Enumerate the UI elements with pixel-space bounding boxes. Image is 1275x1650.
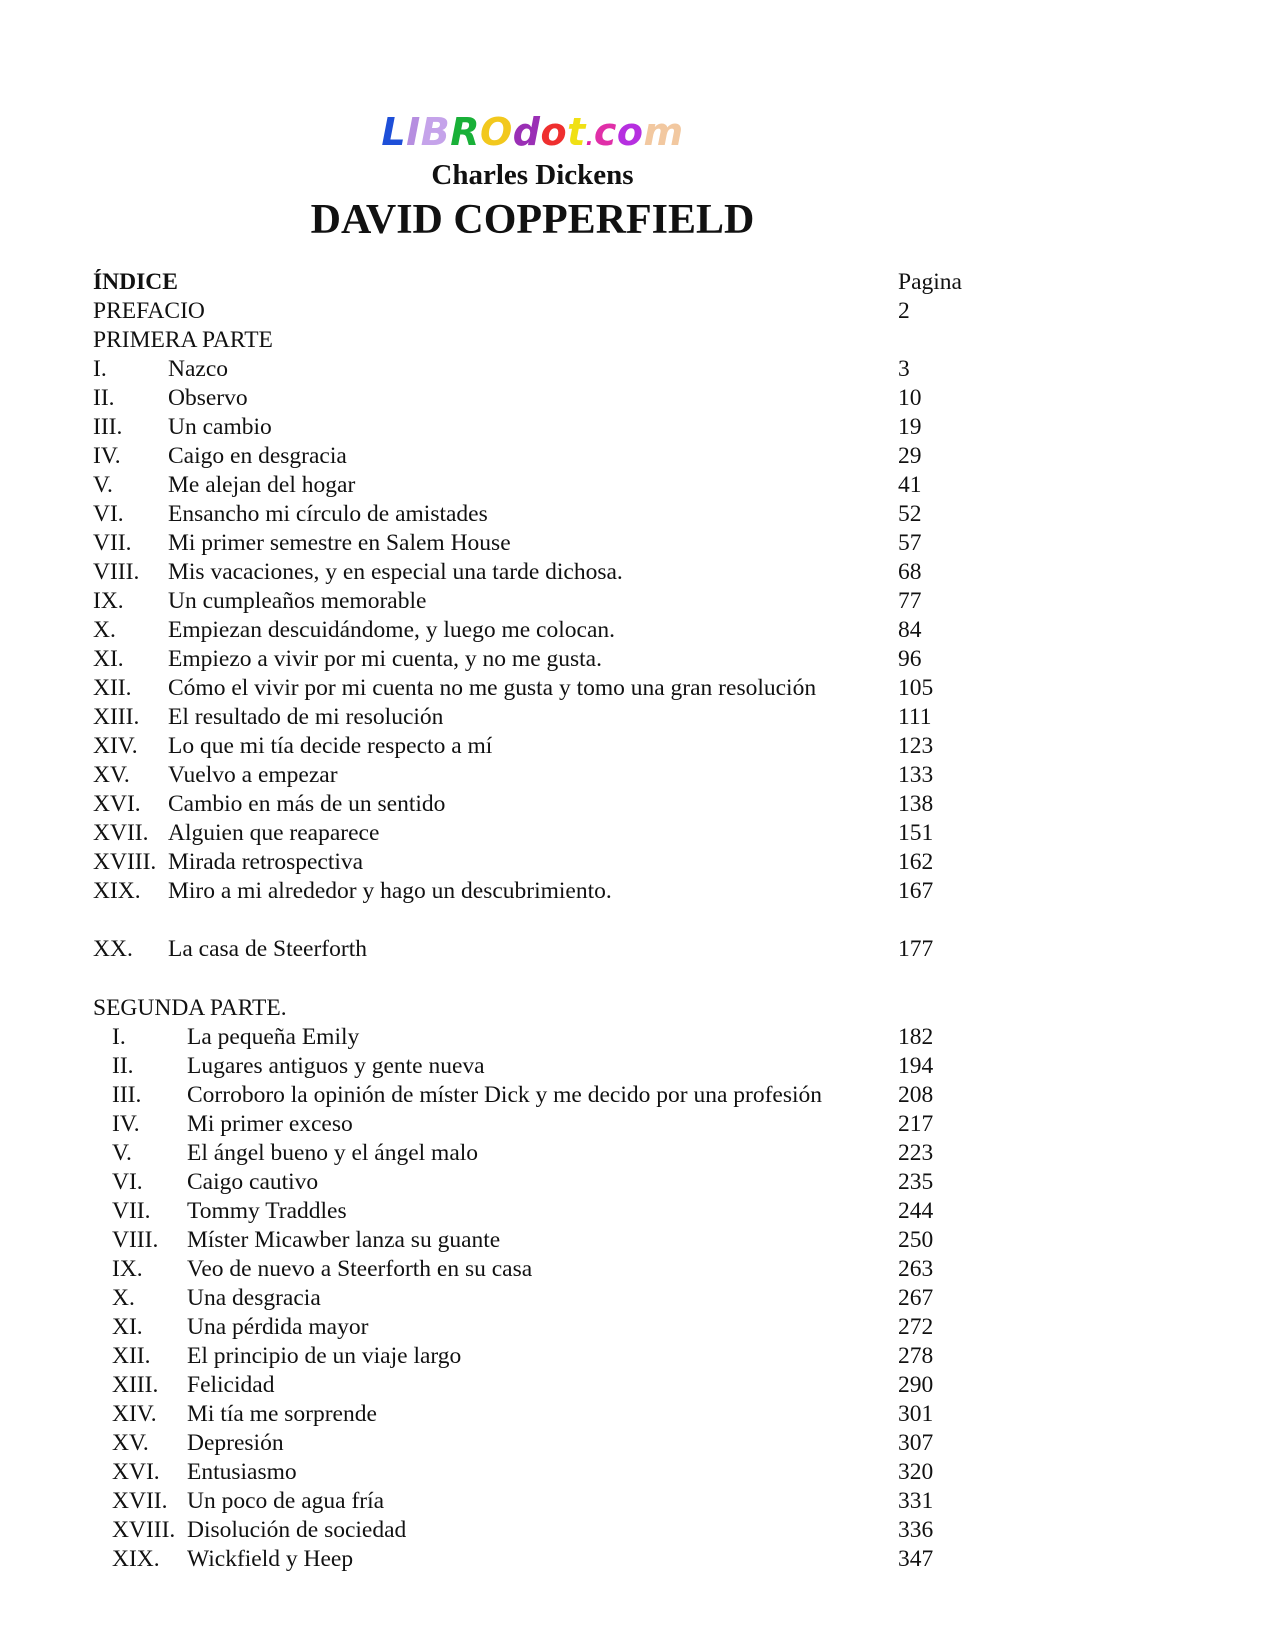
chapter-title: Corroboro la opinión de míster Dick y me decido por una profesión xyxy=(187,1082,823,1108)
chapter-page: 10 xyxy=(898,385,922,411)
chapter-number: XIX. xyxy=(112,1546,160,1572)
book-title: DAVID COPPERFIELD xyxy=(310,197,755,243)
chapter-row xyxy=(0,848,1275,877)
chapter-number: II. xyxy=(112,1053,134,1079)
chapter-page: 272 xyxy=(898,1314,934,1340)
chapter-number: IX. xyxy=(93,588,124,614)
chapter-title: Me alejan del hogar xyxy=(168,472,356,498)
chapter-title: Cambio en más de un sentido xyxy=(168,791,446,817)
logo-letter: R xyxy=(450,110,480,154)
chapter-row xyxy=(0,1516,1275,1545)
index-heading: ÍNDICE xyxy=(93,269,178,295)
chapter-title: La pequeña Emily xyxy=(187,1024,360,1050)
chapter-row xyxy=(0,558,1275,587)
logo-letter: o xyxy=(540,110,568,154)
chapter-row xyxy=(0,529,1275,558)
chapter-row xyxy=(0,1458,1275,1487)
logo-letter: t xyxy=(567,110,586,154)
chapter-number: XV. xyxy=(93,762,130,788)
logo-letter: L xyxy=(381,110,407,154)
chapter-row xyxy=(0,1487,1275,1516)
chapter-number: IV. xyxy=(93,443,121,469)
chapter-page: 151 xyxy=(898,820,934,846)
chapter-page: 167 xyxy=(898,878,934,904)
chapter-row xyxy=(0,442,1275,471)
chapter-title: El resultado de mi resolución xyxy=(168,704,444,730)
chapter-page: 347 xyxy=(898,1546,934,1572)
chapter-row xyxy=(0,1197,1275,1226)
chapter-page: 336 xyxy=(898,1517,934,1543)
chapter-title: Una desgracia xyxy=(187,1285,321,1311)
chapter-page: 194 xyxy=(898,1053,934,1079)
chapter-page: 223 xyxy=(898,1140,934,1166)
chapter-row xyxy=(0,1255,1275,1284)
librodot-logo xyxy=(0,108,1065,162)
chapter-title: Veo de nuevo a Steerforth en su casa xyxy=(187,1256,533,1282)
chapter-number: III. xyxy=(93,414,123,440)
chapter-row xyxy=(0,790,1275,819)
chapter-number: XI. xyxy=(112,1314,143,1340)
chapter-row xyxy=(0,1371,1275,1400)
prefacio-row xyxy=(0,297,1275,326)
chapter-number: VI. xyxy=(112,1169,143,1195)
chapter-row xyxy=(0,935,1275,964)
chapter-title: Nazco xyxy=(168,356,229,382)
part1-heading: PRIMERA PARTE xyxy=(93,327,273,353)
chapter-number: X. xyxy=(112,1285,135,1311)
chapter-number: XVIII. xyxy=(93,849,157,875)
chapter-page: 84 xyxy=(898,617,922,643)
chapter-number: VII. xyxy=(112,1198,151,1224)
chapter-page: 307 xyxy=(898,1430,934,1456)
chapter-title: Mi primer semestre en Salem House xyxy=(168,530,511,556)
part2-heading: SEGUNDA PARTE. xyxy=(93,995,287,1021)
chapter-number: I. xyxy=(112,1024,126,1050)
chapter-page: 290 xyxy=(898,1372,934,1398)
chapter-number: XVI. xyxy=(93,791,141,817)
chapter-row xyxy=(0,877,1275,906)
chapter-row xyxy=(0,1313,1275,1342)
chapter-page: 29 xyxy=(898,443,922,469)
chapter-title: Observo xyxy=(168,385,248,411)
chapter-number: VI. xyxy=(93,501,124,527)
chapter-row xyxy=(0,471,1275,500)
chapter-page: 123 xyxy=(898,733,934,759)
chapter-page: 182 xyxy=(898,1024,934,1050)
chapter-page: 52 xyxy=(898,501,922,527)
chapter-row xyxy=(0,384,1275,413)
chapter-page: 250 xyxy=(898,1227,934,1253)
chapter-number: XVII. xyxy=(112,1488,168,1514)
logo-letter: I xyxy=(406,110,421,154)
chapter-number: X. xyxy=(93,617,116,643)
logo-letter: d xyxy=(512,110,541,154)
chapter-page: 162 xyxy=(898,849,934,875)
chapter-title: El principio de un viaje largo xyxy=(187,1343,462,1369)
chapter-page: 19 xyxy=(898,414,922,440)
chapter-title: Felicidad xyxy=(187,1372,275,1398)
chapter-row xyxy=(0,616,1275,645)
chapter-row xyxy=(0,1226,1275,1255)
chapter-title: Lugares antiguos y gente nueva xyxy=(187,1053,485,1079)
chapter-title: Lo que mi tía decide respecto a mí xyxy=(168,733,493,759)
logo-letter: B xyxy=(420,110,451,154)
chapter-page: 133 xyxy=(898,762,934,788)
chapter-page: 235 xyxy=(898,1169,934,1195)
chapter-row xyxy=(0,500,1275,529)
chapter-page: 77 xyxy=(898,588,922,614)
chapter-title: Míster Micawber lanza su guante xyxy=(187,1227,501,1253)
chapter-row xyxy=(0,674,1275,703)
chapter-row xyxy=(0,1139,1275,1168)
chapter-row xyxy=(0,1545,1275,1574)
chapter-row xyxy=(0,703,1275,732)
chapter-number: III. xyxy=(112,1082,142,1108)
chapter-number: XVIII. xyxy=(112,1517,176,1543)
author-name: Charles Dickens xyxy=(431,159,634,191)
chapter-title: Caigo en desgracia xyxy=(168,443,347,469)
chapter-title: Mirada retrospectiva xyxy=(168,849,364,875)
logo-letter: O xyxy=(479,110,513,154)
chapter-row xyxy=(0,413,1275,442)
chapter-title: Alguien que reaparece xyxy=(168,820,380,846)
chapter-title: Ensancho mi círculo de amistades xyxy=(168,501,488,527)
chapter-row xyxy=(0,1081,1275,1110)
logo-letter: o xyxy=(616,110,644,154)
chapter-row xyxy=(0,819,1275,848)
chapter-title: Depresión xyxy=(187,1430,284,1456)
chapter-row xyxy=(0,1400,1275,1429)
chapter-number: XIII. xyxy=(93,704,140,730)
chapter-title: Un cambio xyxy=(168,414,272,440)
chapter-row xyxy=(0,645,1275,674)
chapter-number: XVI. xyxy=(112,1459,160,1485)
chapter-row xyxy=(0,732,1275,761)
chapter-row xyxy=(0,1284,1275,1313)
chapter-page: 278 xyxy=(898,1343,934,1369)
page-column-heading: Pagina xyxy=(898,269,962,295)
chapter-row xyxy=(0,1052,1275,1081)
chapter-number: XIV. xyxy=(93,733,138,759)
prefacio-page: 2 xyxy=(898,298,910,324)
part-heading xyxy=(0,994,1275,1023)
chapter-number: V. xyxy=(112,1140,132,1166)
chapter-number: XVII. xyxy=(93,820,149,846)
chapter-title: Miro a mi alrededor y hago un descubrimiento. xyxy=(168,878,612,904)
chapter-page: 177 xyxy=(898,936,934,962)
chapter-title: Mi primer exceso xyxy=(187,1111,353,1137)
chapter-page: 105 xyxy=(898,675,934,701)
chapter-number: IX. xyxy=(112,1256,143,1282)
chapter-page: 96 xyxy=(898,646,922,672)
chapter-page: 217 xyxy=(898,1111,934,1137)
chapter-page: 138 xyxy=(898,791,934,817)
chapter-title: Mis vacaciones, y en especial una tarde dichosa. xyxy=(168,559,623,585)
chapter-page: 57 xyxy=(898,530,922,556)
chapter-row xyxy=(0,1110,1275,1139)
chapter-number: V. xyxy=(93,472,113,498)
chapter-row xyxy=(0,761,1275,790)
chapter-page: 3 xyxy=(898,356,910,382)
chapter-number: VIII. xyxy=(112,1227,159,1253)
chapter-number: I. xyxy=(93,356,107,382)
chapter-number: XIX. xyxy=(93,878,141,904)
chapter-number: VII. xyxy=(93,530,132,556)
chapter-title: El ángel bueno y el ángel malo xyxy=(187,1140,479,1166)
prefacio-label: PREFACIO xyxy=(93,298,205,324)
chapter-number: II. xyxy=(93,385,115,411)
chapter-number: XX. xyxy=(93,936,133,962)
chapter-page: 331 xyxy=(898,1488,934,1514)
chapter-page: 111 xyxy=(898,704,932,730)
chapter-page: 267 xyxy=(898,1285,934,1311)
chapter-row xyxy=(0,1342,1275,1371)
chapter-number: XI. xyxy=(93,646,124,672)
chapter-title: Un poco de agua fría xyxy=(187,1488,385,1514)
chapter-row xyxy=(0,1429,1275,1458)
logo-letter: c xyxy=(593,110,617,154)
chapter-title: Una pérdida mayor xyxy=(187,1314,369,1340)
chapter-number: IV. xyxy=(112,1111,140,1137)
chapter-title: Wickfield y Heep xyxy=(187,1546,354,1572)
chapter-number: XIII. xyxy=(112,1372,159,1398)
logo-letter: . xyxy=(585,126,594,150)
chapter-row xyxy=(0,1168,1275,1197)
chapter-title: Empiezo a vivir por mi cuenta, y no me gusta. xyxy=(168,646,602,672)
chapter-title: Disolución de sociedad xyxy=(187,1517,407,1543)
chapter-page: 41 xyxy=(898,472,922,498)
chapter-title: Caigo cautivo xyxy=(187,1169,319,1195)
index-header-row xyxy=(0,268,1275,297)
chapter-page: 320 xyxy=(898,1459,934,1485)
chapter-number: XII. xyxy=(93,675,132,701)
chapter-title: Empiezan descuidándome, y luego me colocan. xyxy=(168,617,615,643)
chapter-title: Un cumpleaños memorable xyxy=(168,588,427,614)
chapter-page: 263 xyxy=(898,1256,934,1282)
chapter-number: XII. xyxy=(112,1343,151,1369)
chapter-number: VIII. xyxy=(93,559,140,585)
chapter-page: 208 xyxy=(898,1082,934,1108)
logo-letter: m xyxy=(643,110,684,154)
chapter-title: Vuelvo a empezar xyxy=(168,762,338,788)
chapter-row xyxy=(0,355,1275,384)
chapter-page: 244 xyxy=(898,1198,934,1224)
chapter-title: Mi tía me sorprende xyxy=(187,1401,377,1427)
chapter-title: Cómo el vivir por mi cuenta no me gusta y tomo una gran resolución xyxy=(168,675,817,701)
chapter-title: La casa de Steerforth xyxy=(168,936,367,962)
chapter-title: Tommy Traddles xyxy=(187,1198,347,1224)
chapter-number: XIV. xyxy=(112,1401,157,1427)
chapter-page: 301 xyxy=(898,1401,934,1427)
part-heading xyxy=(0,326,1275,355)
chapter-row xyxy=(0,1023,1275,1052)
chapter-title: Entusiasmo xyxy=(187,1459,297,1485)
chapter-row xyxy=(0,587,1275,616)
chapter-number: XV. xyxy=(112,1430,149,1456)
chapter-page: 68 xyxy=(898,559,922,585)
